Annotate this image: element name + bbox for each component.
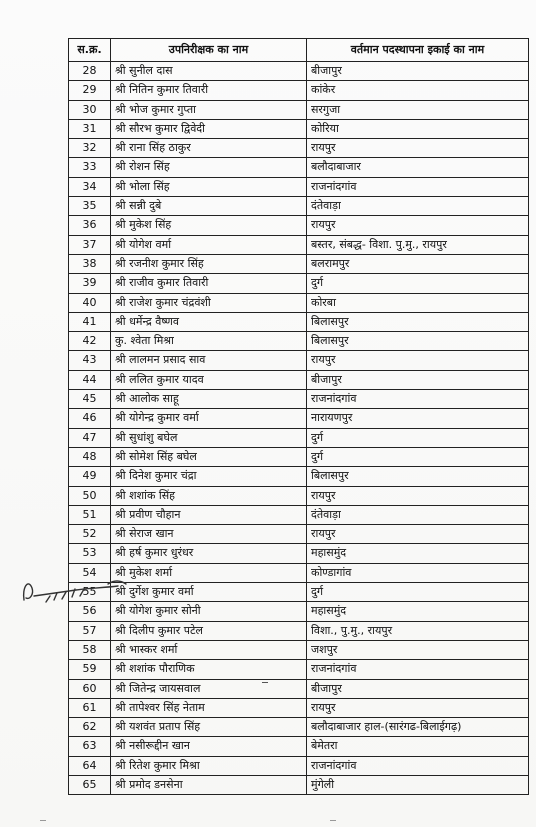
officer-name-cell: श्री तापेश्वर सिंह नेताम [111,698,307,717]
posting-unit-cell: महासमुंद [307,602,529,621]
serial-no-cell: 44 [69,370,111,389]
officer-name-cell: श्री हर्ष कुमार धुरंधर [111,544,307,563]
serial-no-cell: 46 [69,409,111,428]
serial-no-cell: 35 [69,197,111,216]
serial-no-cell: 62 [69,718,111,737]
table-row [69,737,529,756]
table-row [69,370,529,389]
posting-unit-cell: सरगुजा [307,100,529,119]
serial-no-cell: 40 [69,293,111,312]
table-header-row [69,39,529,62]
officer-name-cell: श्री राजीव कुमार तिवारी [111,274,307,293]
serial-no-cell: 43 [69,351,111,370]
posting-unit-cell: बिलासपुर [307,332,529,351]
posting-unit-cell: राजनांदगांव [307,390,529,409]
table-row [69,100,529,119]
table-row [69,718,529,737]
table-row [69,621,529,640]
table-row [69,544,529,563]
table-row [69,254,529,273]
handwritten-initials-signature [18,570,138,610]
officer-name-cell: श्री सुधांशु बघेल [111,428,307,447]
serial-no-cell: 34 [69,177,111,196]
posting-unit-cell: दुर्ग [307,428,529,447]
posting-unit-cell: कोरबा [307,293,529,312]
table-row [69,447,529,466]
officer-name-cell: श्री रजनीश कुमार सिंह [111,254,307,273]
officer-name-cell: श्री राजेश कुमार चंद्रवंशी [111,293,307,312]
officer-name-cell: श्री नसीरूद्दीन खान [111,737,307,756]
officer-name-cell: श्री राना सिंह ठाकुर [111,139,307,158]
posting-unit-cell: बलरामपुर [307,254,529,273]
serial-no-cell: 28 [69,62,111,81]
table-row [69,158,529,177]
serial-no-cell: 64 [69,756,111,775]
officer-name-cell: श्री योगेश वर्मा [111,235,307,254]
posting-unit-cell: बेमेतरा [307,737,529,756]
officer-name-cell: श्री लालमन प्रसाद साव [111,351,307,370]
table-row [69,428,529,447]
posting-unit-cell: महासमुंद [307,544,529,563]
officer-name-cell: श्री शशांक सिंह [111,486,307,505]
posting-unit-cell: बिलासपुर [307,467,529,486]
officer-name-cell: श्री प्रवीण चौहान [111,505,307,524]
posting-unit-cell: बलौदाबाजार [307,158,529,177]
posting-unit-cell: बीजापुर [307,62,529,81]
table-row [69,525,529,544]
officer-name-cell: श्री दिनेश कुमार चंद्रा [111,467,307,486]
table-row [69,235,529,254]
officer-name-cell: श्री जितेन्द्र जायसवाल [111,679,307,698]
serial-no-cell: 36 [69,216,111,235]
table-row [69,274,529,293]
officer-name-cell: श्री सन्नी दुबे [111,197,307,216]
table-row [69,660,529,679]
serial-no-cell: 55 [69,583,111,602]
serial-no-cell: 38 [69,254,111,273]
table-row [69,756,529,775]
serial-no-cell: 51 [69,505,111,524]
officer-name-cell: श्री नितिन कुमार तिवारी [111,81,307,100]
serial-no-cell: 61 [69,698,111,717]
officer-name-cell: श्री ललित कुमार यादव [111,370,307,389]
table-row [69,775,529,794]
posting-unit-cell: कोण्डागांव [307,563,529,582]
serial-no-cell: 63 [69,737,111,756]
officer-name-cell: श्री आलोक साहू [111,390,307,409]
serial-no-cell: 45 [69,390,111,409]
table-row [69,640,529,659]
serial-no-cell: 47 [69,428,111,447]
table-row [69,81,529,100]
posting-unit-cell: रायपुर [307,216,529,235]
posting-unit-cell: रायपुर [307,351,529,370]
serial-no-cell: 48 [69,447,111,466]
serial-no-cell: 54 [69,563,111,582]
posting-unit-cell: बीजापुर [307,370,529,389]
officer-name-cell: कु. श्वेता मिश्रा [111,332,307,351]
officer-name-cell: श्री मुकेश शर्मा [111,563,307,582]
header-current-posting: वर्तमान पदस्थापना इकाई का नाम [307,39,529,62]
officer-name-cell: श्री सुनील दास [111,62,307,81]
table-row [69,312,529,331]
serial-no-cell: 53 [69,544,111,563]
serial-no-cell: 52 [69,525,111,544]
serial-no-cell: 42 [69,332,111,351]
posting-unit-cell: रायपुर [307,486,529,505]
officer-name-cell: श्री भोला सिंह [111,177,307,196]
serial-no-cell: 30 [69,100,111,119]
table-row [69,177,529,196]
table-row [69,62,529,81]
table-row [69,139,529,158]
posting-unit-cell: दुर्ग [307,274,529,293]
posting-unit-cell: कोरिया [307,119,529,138]
officer-name-cell: श्री प्रमोद डनसेना [111,775,307,794]
posting-unit-cell: बलौदाबाजार हाल-(सारंगढ-बिलाईगढ़) [307,718,529,737]
posting-unit-cell: कांकेर [307,81,529,100]
posting-unit-cell: रायपुर [307,139,529,158]
posting-unit-cell: बीजापुर [307,679,529,698]
officer-name-cell: श्री दुर्गेश कुमार वर्मा [111,583,307,602]
posting-unit-cell: दुर्ग [307,583,529,602]
serial-no-cell: 56 [69,602,111,621]
officer-name-cell: श्री सेराज खान [111,525,307,544]
stray-mark [330,820,336,821]
officer-name-cell: श्री धर्मेन्द्र वैष्णव [111,312,307,331]
table-row [69,197,529,216]
table-row [69,216,529,235]
officer-name-cell: श्री सौरभ कुमार द्विवेदी [111,119,307,138]
officer-name-cell: श्री योगेन्द्र कुमार वर्मा [111,409,307,428]
stray-mark [40,820,46,821]
officer-name-cell: श्री दिलीप कुमार पटेल [111,621,307,640]
header-serial-no: स.क्र. [69,39,111,62]
posting-unit-cell: विशा., पु.मु., रायपुर [307,621,529,640]
table-row [69,409,529,428]
header-officer-name: उपनिरीक्षक का नाम [111,39,307,62]
table-row [69,698,529,717]
posting-unit-cell: दंतेवाड़ा [307,197,529,216]
serial-no-cell: 60 [69,679,111,698]
posting-unit-cell: राजनांदगांव [307,177,529,196]
serial-no-cell: 32 [69,139,111,158]
table-row [69,351,529,370]
posting-unit-cell: जशपुर [307,640,529,659]
officer-name-cell: श्री भोज कुमार गुप्ता [111,100,307,119]
table-row [69,679,529,698]
posting-unit-cell: रायपुर [307,525,529,544]
posting-unit-cell: बस्तर, संबद्ध- विशा. पु.मु., रायपुर [307,235,529,254]
posting-unit-cell: राजनांदगांव [307,756,529,775]
officer-name-cell: श्री रितेश कुमार मिश्रा [111,756,307,775]
table-row [69,332,529,351]
serial-no-cell: 57 [69,621,111,640]
table-row [69,467,529,486]
serial-no-cell: 37 [69,235,111,254]
serial-no-cell: 29 [69,81,111,100]
serial-no-cell: 59 [69,660,111,679]
table-row [69,119,529,138]
officer-name-cell: श्री मुकेश सिंह [111,216,307,235]
serial-no-cell: 50 [69,486,111,505]
serial-no-cell: 58 [69,640,111,659]
posting-unit-cell: रायपुर [307,698,529,717]
officer-name-cell: श्री सोमेश सिंह बघेल [111,447,307,466]
table-row [69,486,529,505]
serial-no-cell: 41 [69,312,111,331]
posting-unit-cell: मुंगेली [307,775,529,794]
stray-mark [262,682,268,683]
officer-name-cell: श्री यशवंत प्रताप सिंह [111,718,307,737]
posting-unit-cell: दुर्ग [307,447,529,466]
officer-name-cell: श्री योगेश कुमार सोनी [111,602,307,621]
serial-no-cell: 39 [69,274,111,293]
officer-posting-table [68,38,529,795]
posting-unit-cell: बिलासपुर [307,312,529,331]
table-row [69,293,529,312]
posting-unit-cell: नारायणपुर [307,409,529,428]
posting-unit-cell: राजनांदगांव [307,660,529,679]
officer-name-cell: श्री रोशन सिंह [111,158,307,177]
table-row [69,505,529,524]
serial-no-cell: 33 [69,158,111,177]
posting-unit-cell: दंतेवाड़ा [307,505,529,524]
table-row [69,390,529,409]
serial-no-cell: 65 [69,775,111,794]
serial-no-cell: 49 [69,467,111,486]
officer-name-cell: श्री शशांक पौराणिक [111,660,307,679]
serial-no-cell: 31 [69,119,111,138]
officer-name-cell: श्री भास्कर शर्मा [111,640,307,659]
